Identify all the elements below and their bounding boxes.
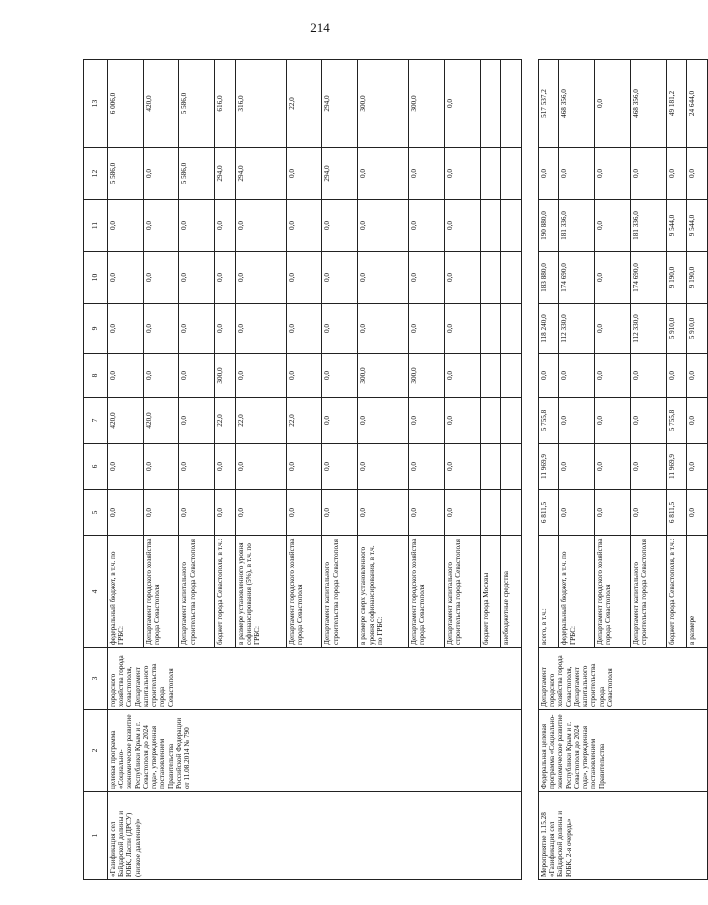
value-cell: 300,0	[409, 60, 445, 148]
value-cell: 0,0	[322, 252, 358, 304]
value-cell: 0,0	[107, 354, 143, 398]
value-cell: 112 330,0	[630, 304, 666, 354]
value-cell: 0,0	[687, 490, 708, 536]
value-cell: 0,0	[687, 148, 708, 200]
value-cell: 0,0	[444, 444, 480, 490]
value-cell: 0,0	[215, 490, 236, 536]
value-cell: 0,0	[687, 444, 708, 490]
value-cell: 0,0	[143, 148, 179, 200]
block1-body	[107, 60, 521, 880]
row-label: Департамент городского хозяйства города Севастополя	[143, 536, 179, 648]
value-cell	[501, 252, 522, 304]
value-cell: 49 181,2	[666, 60, 687, 148]
value-cell: 0,0	[409, 252, 445, 304]
block2-col2: Федеральная целевая программа «Социально-экономическое развитие Республики Крым и г. Севастополя до 2024 года», утвержденная постановлением Правительства	[538, 710, 707, 792]
value-cell: 0,0	[286, 252, 322, 304]
row-label: Департамент городского хозяйства города Севастополя	[286, 536, 322, 648]
value-cell: 0,0	[107, 252, 143, 304]
value-cell: 0,0	[143, 354, 179, 398]
value-cell: 0,0	[143, 490, 179, 536]
row-label: Департамент капитального строительства города Севастополя	[444, 536, 480, 648]
value-cell: 174 690,0	[559, 252, 595, 304]
value-cell: 0,0	[286, 304, 322, 354]
value-cell: 0,0	[107, 490, 143, 536]
value-cell: 0,0	[286, 200, 322, 252]
value-cell: 0,0	[444, 252, 480, 304]
value-cell: 294,0	[322, 60, 358, 148]
value-cell: 0,0	[595, 354, 631, 398]
value-cell: 0,0	[444, 490, 480, 536]
value-cell: 0,0	[358, 148, 409, 200]
value-cell	[480, 60, 501, 148]
value-cell: 0,0	[444, 354, 480, 398]
value-cell: 0,0	[179, 398, 215, 444]
value-cell	[480, 490, 501, 536]
value-cell: 9 544,0	[687, 200, 708, 252]
value-cell: 6 811,5	[538, 490, 559, 536]
row-label: бюджет города Севастополя, в т.ч.:	[666, 536, 687, 648]
header-cell: 2	[84, 710, 108, 792]
value-cell: 0,0	[179, 354, 215, 398]
block1-col2: целевая программа «Социально-экономическое развитие Республики Крым и г. Севастополя до 2024 года», утвержденная постановлением Правительства Российской Федерации от 11.08.2014 № 790	[107, 710, 521, 792]
block2-col3: Департамент городского хозяйства города Севастополя, Департамент капитального строительства города Севастополя	[538, 648, 707, 710]
table-row	[107, 60, 143, 880]
value-cell: 9 190,0	[687, 252, 708, 304]
value-cell: 0,0	[409, 490, 445, 536]
value-cell: 420,0	[143, 398, 179, 444]
value-cell: 0,0	[322, 490, 358, 536]
value-cell: 22,0	[235, 398, 286, 444]
block2-col1: Мероприятие 1.15.28 «Газификация сел Байдарской долины и ЮБК, 2-я очередь»	[538, 792, 707, 880]
header-cell: 7	[84, 398, 108, 444]
value-cell: 300,0	[409, 354, 445, 398]
value-cell: 0,0	[322, 398, 358, 444]
value-cell: 0,0	[179, 304, 215, 354]
value-cell: 22,0	[286, 398, 322, 444]
value-cell: 0,0	[409, 148, 445, 200]
value-cell: 0,0	[107, 444, 143, 490]
value-cell	[501, 354, 522, 398]
value-cell: 22,0	[215, 398, 236, 444]
value-cell: 183 880,0	[538, 252, 559, 304]
value-cell	[501, 304, 522, 354]
header-cell: 8	[84, 354, 108, 398]
value-cell: 0,0	[286, 354, 322, 398]
value-cell: 0,0	[358, 490, 409, 536]
value-cell: 0,0	[215, 200, 236, 252]
value-cell: 0,0	[595, 304, 631, 354]
row-label: в размере	[687, 536, 708, 648]
rotated-table-container	[83, 60, 708, 880]
value-cell: 0,0	[538, 354, 559, 398]
row-label: Департамент капитального строительства города Севастополя	[179, 536, 215, 648]
row-label: федеральный бюджет, в т.ч. по ГРБС:	[107, 536, 143, 648]
value-cell: 0,0	[358, 200, 409, 252]
value-cell: 0,0	[322, 200, 358, 252]
header-cell: 11	[84, 200, 108, 252]
value-cell	[501, 148, 522, 200]
header-cell: 6	[84, 444, 108, 490]
value-cell: 0,0	[595, 398, 631, 444]
value-cell: 190 880,0	[538, 200, 559, 252]
block1-col1: «Газификация сел Байдарской долины и ЮБК, Ласпи (ДРСУ) (низкое давление)»	[107, 792, 521, 880]
header-cell: 3	[84, 648, 108, 710]
row-label: всего, в т.ч.:	[538, 536, 559, 648]
value-cell: 0,0	[358, 252, 409, 304]
header-cell: 9	[84, 304, 108, 354]
value-cell: 0,0	[444, 200, 480, 252]
value-cell: 0,0	[358, 398, 409, 444]
value-cell: 181 336,0	[630, 200, 666, 252]
value-cell: 0,0	[595, 148, 631, 200]
value-cell: 112 330,0	[559, 304, 595, 354]
value-cell: 24 644,0	[687, 60, 708, 148]
value-cell: 0,0	[143, 304, 179, 354]
value-cell	[480, 398, 501, 444]
value-cell: 0,0	[595, 444, 631, 490]
value-cell: 0,0	[409, 444, 445, 490]
value-cell	[480, 148, 501, 200]
value-cell: 0,0	[687, 354, 708, 398]
value-cell: 0,0	[215, 444, 236, 490]
value-cell	[501, 444, 522, 490]
row-label: Департамент городского хозяйства города Севастополя	[595, 536, 631, 648]
value-cell: 0,0	[235, 444, 286, 490]
value-cell: 5 586,0	[179, 148, 215, 200]
value-cell: 22,0	[286, 60, 322, 148]
value-cell: 5 755,8	[538, 398, 559, 444]
value-cell: 0,0	[358, 304, 409, 354]
row-label: бюджет города Севастополя, в т.ч.:	[215, 536, 236, 648]
block-separator	[522, 60, 538, 880]
header-cell: 4	[84, 536, 108, 648]
value-cell: 0,0	[235, 490, 286, 536]
value-cell	[480, 200, 501, 252]
value-cell: 616,0	[215, 60, 236, 148]
value-cell: 0,0	[358, 444, 409, 490]
value-cell: 0,0	[630, 444, 666, 490]
value-cell: 0,0	[630, 398, 666, 444]
value-cell: 0,0	[538, 148, 559, 200]
value-cell: 0,0	[215, 252, 236, 304]
value-cell: 6 811,5	[666, 490, 687, 536]
value-cell: 0,0	[179, 252, 215, 304]
row-label: Департамент городского хозяйства города Севастополя	[409, 536, 445, 648]
row-label: в размере установленного уровня софинансирования (5%), в т.ч. по ГРБС:	[235, 536, 286, 648]
value-cell: 181 336,0	[559, 200, 595, 252]
value-cell: 0,0	[107, 200, 143, 252]
value-cell: 316,0	[235, 60, 286, 148]
table-row	[538, 60, 559, 880]
value-cell: 0,0	[444, 60, 480, 148]
value-cell	[480, 252, 501, 304]
value-cell	[501, 490, 522, 536]
row-label: бюджет города Москвы	[480, 536, 501, 648]
value-cell: 0,0	[235, 200, 286, 252]
block1-col3: городского хозяйства города Севастополя, Департамент капитального строительства города Севастополя	[107, 648, 521, 710]
value-cell: 0,0	[179, 444, 215, 490]
value-cell: 0,0	[143, 252, 179, 304]
value-cell: 0,0	[444, 148, 480, 200]
value-cell: 420,0	[107, 398, 143, 444]
value-cell: 0,0	[286, 148, 322, 200]
value-cell: 0,0	[559, 398, 595, 444]
row-label: Департамент капитального строительства города Севастополя	[322, 536, 358, 648]
value-cell: 0,0	[322, 354, 358, 398]
value-cell: 9 544,0	[666, 200, 687, 252]
value-cell: 0,0	[559, 490, 595, 536]
header-cell: 5	[84, 490, 108, 536]
header-cell: 1	[84, 792, 108, 880]
value-cell: 0,0	[322, 444, 358, 490]
value-cell: 0,0	[235, 252, 286, 304]
value-cell: 300,0	[215, 354, 236, 398]
value-cell: 11 969,9	[538, 444, 559, 490]
value-cell: 0,0	[666, 354, 687, 398]
value-cell: 5 755,8	[666, 398, 687, 444]
value-cell: 0,0	[143, 200, 179, 252]
value-cell: 0,0	[559, 444, 595, 490]
value-cell: 174 690,0	[630, 252, 666, 304]
value-cell: 0,0	[595, 490, 631, 536]
value-cell: 517 537,2	[538, 60, 559, 148]
value-cell: 0,0	[409, 304, 445, 354]
value-cell: 0,0	[444, 304, 480, 354]
value-cell: 0,0	[666, 148, 687, 200]
header-cell: 10	[84, 252, 108, 304]
value-cell: 6 006,0	[107, 60, 143, 148]
value-cell: 0,0	[595, 60, 631, 148]
value-cell: 300,0	[358, 354, 409, 398]
value-cell: 0,0	[107, 304, 143, 354]
value-cell: 5 910,0	[666, 304, 687, 354]
value-cell: 0,0	[630, 354, 666, 398]
budget-table	[83, 59, 708, 880]
value-cell: 0,0	[286, 444, 322, 490]
value-cell: 0,0	[687, 398, 708, 444]
value-cell: 0,0	[179, 490, 215, 536]
value-cell: 0,0	[595, 252, 631, 304]
value-cell	[480, 354, 501, 398]
header-cell: 13	[84, 60, 108, 148]
value-cell: 0,0	[215, 304, 236, 354]
value-cell: 5 586,0	[107, 148, 143, 200]
value-cell: 0,0	[630, 148, 666, 200]
block2-body	[538, 60, 707, 880]
value-cell: 294,0	[322, 148, 358, 200]
value-cell: 0,0	[235, 304, 286, 354]
value-cell: 5 586,0	[179, 60, 215, 148]
value-cell: 294,0	[215, 148, 236, 200]
value-cell	[480, 444, 501, 490]
value-cell: 0,0	[179, 200, 215, 252]
value-cell: 0,0	[595, 200, 631, 252]
value-cell: 9 190,0	[666, 252, 687, 304]
page-number: 214	[310, 20, 330, 35]
value-cell	[501, 200, 522, 252]
value-cell: 0,0	[322, 304, 358, 354]
value-cell: 300,0	[358, 60, 409, 148]
row-label: Департамент капитального строительства города Севастополя	[630, 536, 666, 648]
value-cell: 420,0	[143, 60, 179, 148]
value-cell: 5 910,0	[687, 304, 708, 354]
value-cell: 0,0	[630, 490, 666, 536]
value-cell: 0,0	[559, 148, 595, 200]
value-cell: 468 356,0	[559, 60, 595, 148]
value-cell: 0,0	[143, 444, 179, 490]
header-cell: 12	[84, 148, 108, 200]
value-cell	[480, 304, 501, 354]
value-cell: 0,0	[409, 398, 445, 444]
row-label: в размере сверх установленного уровня софинансирования, в т.ч. по ГРБС:	[358, 536, 409, 648]
value-cell: 468 356,0	[630, 60, 666, 148]
value-cell: 0,0	[559, 354, 595, 398]
value-cell: 0,0	[235, 354, 286, 398]
value-cell: 0,0	[409, 200, 445, 252]
row-label: внебюджетные средства	[501, 536, 522, 648]
value-cell: 11 969,9	[666, 444, 687, 490]
header-row	[84, 60, 108, 880]
value-cell: 0,0	[444, 398, 480, 444]
value-cell	[501, 60, 522, 148]
value-cell: 118 240,0	[538, 304, 559, 354]
value-cell: 0,0	[286, 490, 322, 536]
value-cell	[501, 398, 522, 444]
value-cell: 294,0	[235, 148, 286, 200]
row-label: федеральный бюджет, в т.ч. по ГРБС:	[559, 536, 595, 648]
